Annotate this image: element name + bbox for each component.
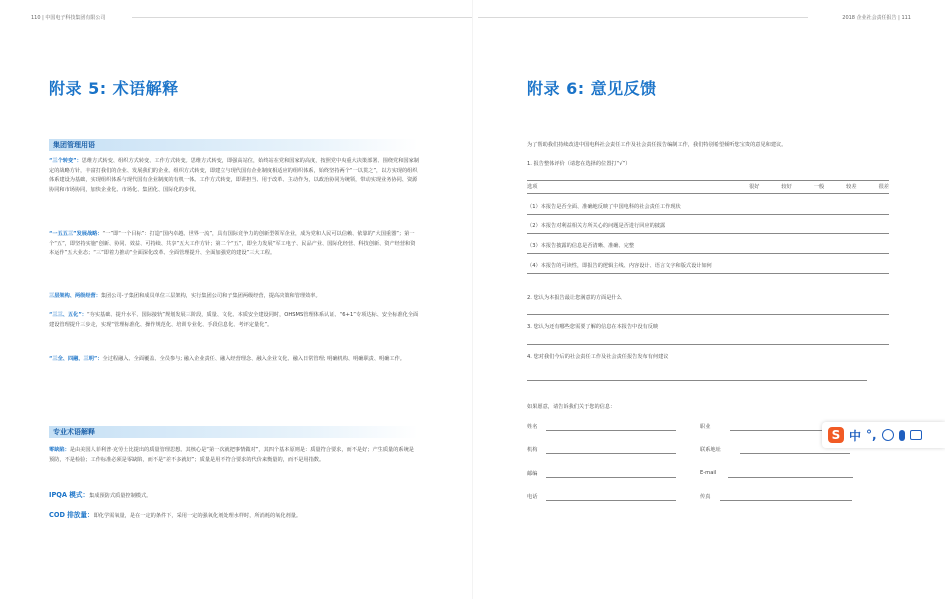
fax-field[interactable] xyxy=(720,500,852,501)
term-label: 零缺陷： xyxy=(49,447,70,453)
field-label-name: 姓名 xyxy=(527,424,538,430)
term-paragraph xyxy=(49,446,419,465)
rating-grade-label: 很差 xyxy=(878,184,889,190)
address-field[interactable] xyxy=(740,453,850,454)
table-row-rule xyxy=(527,214,889,215)
rating-grade-label: 较差 xyxy=(846,184,857,190)
microphone-icon[interactable] xyxy=(899,430,905,441)
section-heading-label: 专业术语解释 xyxy=(53,428,95,436)
header-rule-right xyxy=(478,17,808,18)
term-paragraph xyxy=(49,355,419,365)
header-right: 2018 企业社会责任报告 | 111 xyxy=(842,15,911,21)
term-paragraph xyxy=(49,311,419,330)
contact-prompt: 如果愿意，请告诉我们关于您的信息： xyxy=(527,404,616,410)
question-3: 3. 您认为还有哪些您需要了解的信息在本报告中没有反映 xyxy=(527,324,659,330)
field-label-occupation: 职业 xyxy=(700,424,711,430)
feedback-intro: 为了帮助我们持续改进中国电科社会责任工作及社会责任报告编制工作，我们特别希望倾听您宝贵的意见和建议。 xyxy=(527,142,787,148)
term-paragraph xyxy=(49,491,419,502)
ime-punctuation-toggle[interactable]: °, xyxy=(866,428,877,442)
organization-field[interactable] xyxy=(546,453,676,454)
question-2: 2. 您认为本报告最让您满意的方面是什么 xyxy=(527,295,622,301)
rating-option-row[interactable]: （3）本报告披露的信息是否清晰、准确、完整 xyxy=(527,243,635,249)
term-label: COD 排放量： xyxy=(49,511,94,519)
header-rule-left xyxy=(132,17,472,18)
table-row-rule xyxy=(527,253,889,254)
table-header-option: 选项 xyxy=(527,184,538,190)
term-text: 思维方式转变、组织方式转变、工作方式转变。思维方式转变，即强高站位，始终站在党和国家的高度，按照党中央重大决策部署、围绕党和国家制定的战略方针，丰富打我们的企业、发展我们的企业。组织方式转变，即建立与现代国有企业制度相适应的组织体系，始终坚持两个“一以贯之”，以方实现的组织体系建设为基础，实现组织体系与现代国有企业制度的有机一体。工作方式转变，即讲担当、用于改革、主动作为，以政治协同为统领，带动实现业务协同、资源协同和市场协同，加快企业化、市场化、集团化、国际化的步伐。 xyxy=(49,158,419,193)
field-label-address: 联系地址 xyxy=(700,447,721,453)
sogou-logo-icon[interactable]: S xyxy=(828,427,844,443)
term-paragraph xyxy=(49,230,419,259)
section-heading-professional-terms xyxy=(49,426,418,438)
phone-field[interactable] xyxy=(546,500,676,501)
ime-toolbar[interactable] xyxy=(822,422,945,448)
name-field[interactable] xyxy=(546,430,676,431)
answer-line-3[interactable] xyxy=(527,344,889,345)
table-top-rule xyxy=(527,180,889,181)
field-label-postcode: 邮编 xyxy=(527,471,538,477)
keyboard-icon[interactable] xyxy=(910,430,922,440)
rating-option-row[interactable]: （2）本报告对利益相关方所关心的问题是否进行回应的披露 xyxy=(527,223,666,229)
section-heading-group-terms xyxy=(49,139,418,151)
answer-line-2[interactable] xyxy=(527,314,889,315)
table-row-rule xyxy=(527,273,889,274)
term-text: 即化学需氧量，是在一定的条件下，采用一定的强氧化剂处理水样时，所消耗的氧化剂量。 xyxy=(93,513,302,519)
rating-option-row[interactable]: （1）本报告是否全面、准确地反映了中国电科的社会责任工作现状 xyxy=(527,204,681,210)
answer-line-4[interactable] xyxy=(527,380,867,381)
question-1: 1. 报告整体评价（请您在选择的位置打“√”） xyxy=(527,161,631,167)
term-label: “三三、五化”： xyxy=(49,312,87,318)
term-text: 集团公司-子集团和成员单位三层架构，实行集团公司和子集团两级经营，提高决策和管理效率。 xyxy=(100,293,321,299)
rating-option-row[interactable]: （4）本报告的可读性，即报告的逻辑主线、内容设计、语言文字和版式设计如何 xyxy=(527,263,712,269)
term-label: “一五五三”发展战略： xyxy=(49,231,103,237)
term-paragraph xyxy=(49,511,419,522)
term-label: IPQA 模式： xyxy=(49,491,90,499)
term-label: “三个转变”： xyxy=(49,158,82,164)
left-page-title: 附录 5: 术语解释 xyxy=(49,79,179,98)
emoji-icon[interactable] xyxy=(882,429,894,441)
term-paragraph xyxy=(49,292,419,302)
term-paragraph xyxy=(49,157,419,195)
header-left: 110 | 中国电子科技集团有限公司 xyxy=(31,15,106,21)
ime-mode-toggle[interactable]: 中 xyxy=(849,428,862,443)
field-label-phone: 电话 xyxy=(527,494,538,500)
term-text: “一”即“一个目标”：打造“国内卓越、世界一流”，具有国际竞争力的创新型领军企业，成为党和人民可以信赖、依靠的“大国重器”；第一个“五”，即坚持实施“创新、协同、效益、可持续、共享”五大工作方针；第二个“五”，即全力发展“军工电子、民品产业、国际化经营、科技创新、资产经营和资本运作”五大业态；“三”即着力推动“全面深化改革、全面管理提升、全面加强党的建设”三大工程。 xyxy=(49,231,416,257)
book-spine xyxy=(472,0,473,599)
field-label-organization: 机构 xyxy=(527,447,538,453)
term-text: “夯实基础、提升水平、国际接轨”规划发展三阶段，质量、文化、本质安全建设同时，OHSMS管理体系认证、“6+1”专项达标、安全标准化全面建设管理提升三步走，实现“管理标准化、操作规范化、培训专业化、手段信息化、考评定量化”。 xyxy=(49,312,419,328)
term-text: 集成预防式质量控制模式。 xyxy=(89,493,152,499)
table-header-rule xyxy=(527,193,889,194)
rating-scale-header xyxy=(749,183,889,190)
term-text: 是由美国人菲利普·克劳士比提出的质量管理思想。其核心是“第一次就把事情做对”，其四个基本原则是：质量符合要求，而不是好；产生质量的系统是预防，不是检验；工作标准必须是零缺陷，而不是“差不多就好”；质量是用不符合要求的代价来衡量的，而不是用指数。 xyxy=(49,447,414,463)
rating-grade-label: 较好 xyxy=(781,184,792,190)
field-label-email: E-mail xyxy=(700,470,717,476)
right-page-title: 附录 6: 意见反馈 xyxy=(527,79,657,98)
term-label: “三全、四融、三明”： xyxy=(49,356,103,362)
term-label: 三层架构、两级经营： xyxy=(49,293,101,299)
rating-grade-label: 很好 xyxy=(749,184,760,190)
section-heading-label: 集团管理用语 xyxy=(53,141,95,149)
table-row-rule xyxy=(527,233,889,234)
question-4: 4. 您对我们今后的社会责任工作及社会责任报告发布有何建议 xyxy=(527,354,669,360)
term-text: 全过程融入、全面覆盖、全员参与; 融入企业责任、融入经营理念、融入企业文化、融入日常管理; 明确机构、明确职责、明确工作。 xyxy=(102,356,405,362)
postcode-field[interactable] xyxy=(546,477,676,478)
rating-grade-label: 一般 xyxy=(813,184,825,190)
field-label-fax: 传真 xyxy=(700,494,711,500)
email-field[interactable] xyxy=(728,477,853,478)
